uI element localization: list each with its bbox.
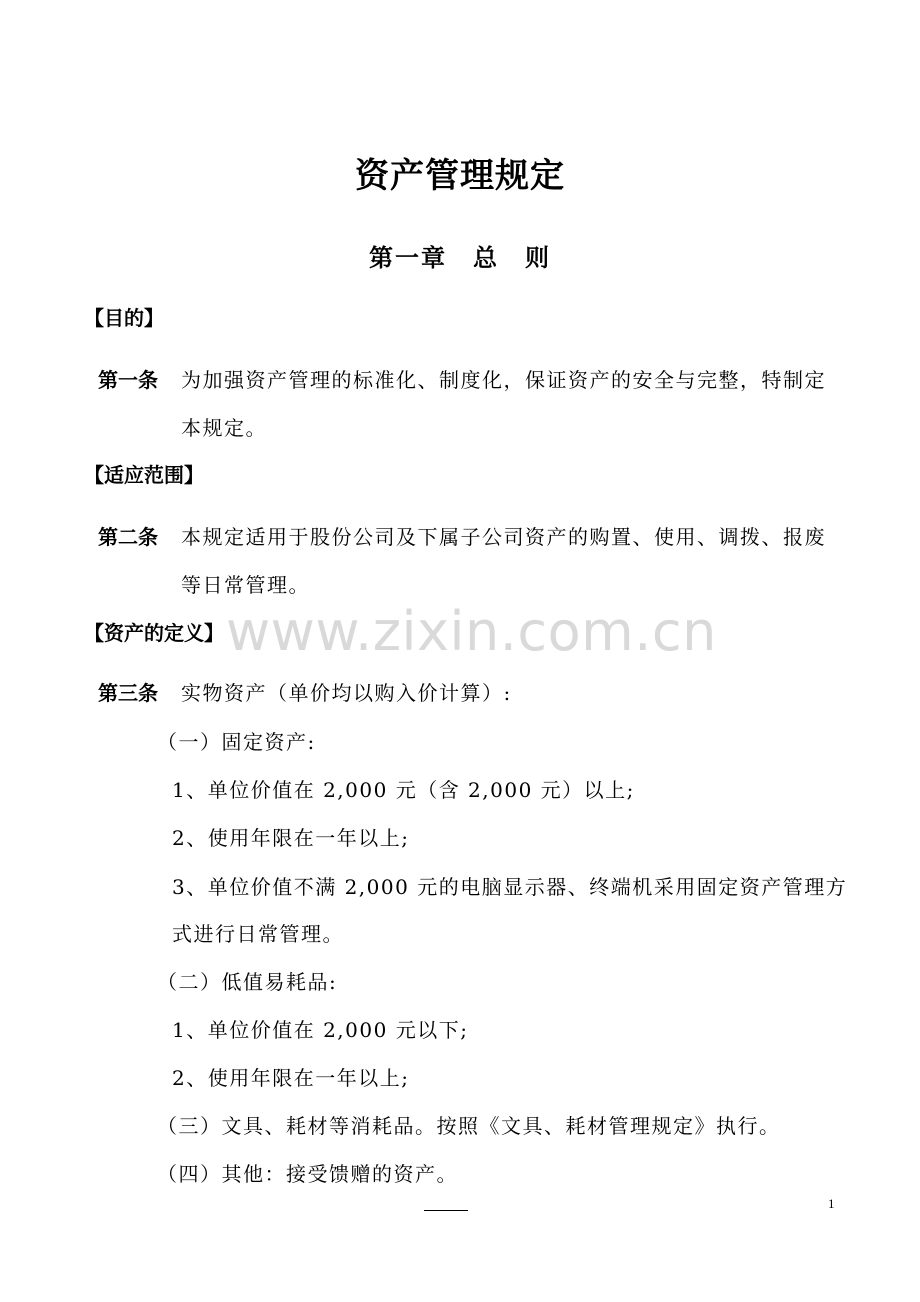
page-number: 1	[828, 1196, 835, 1211]
article-3-label: 第三条	[98, 681, 158, 705]
consumables-item: （三）文具、耗材等消耗品。按照《文具、耗材管理规定》执行。	[157, 1114, 781, 1138]
section-definition: 【资产的定义】	[84, 621, 224, 645]
article-3-text: 实物资产（单价均以购入价计算）:	[181, 681, 512, 705]
low-value-heading: （二）低值易耗品:	[157, 970, 338, 994]
article-2-text-line1: 本规定适用于股份公司及下属子公司资产的购置、使用、调拨、报废	[181, 525, 826, 549]
article-1-label: 第一条	[98, 368, 158, 392]
article-1-text-line1: 为加强资产管理的标准化、制度化，保证资产的安全与完整，特制定	[181, 368, 826, 392]
document-title: 资产管理规定	[355, 156, 565, 196]
low-value-item-2: 2、使用年限在一年以上;	[172, 1066, 410, 1090]
section-scope: 【适应范围】	[84, 463, 204, 487]
article-2-text-line2: 等日常管理。	[181, 573, 310, 597]
low-value-item-1: 1、单位价值在 2,000 元以下;	[172, 1018, 469, 1042]
chapter-heading: 第一章 总 则	[369, 244, 551, 272]
article-1-text-line2: 本规定。	[181, 416, 267, 440]
fixed-assets-item-2: 2、使用年限在一年以上;	[172, 826, 410, 850]
fixed-assets-heading: （一）固定资产:	[157, 730, 316, 754]
section-purpose: 【目的】	[84, 306, 164, 330]
watermark: www.zixin.com.cn	[226, 600, 717, 663]
fixed-assets-item-1: 1、单位价值在 2,000 元（含 2,000 元）以上;	[172, 778, 635, 802]
article-2-label: 第二条	[98, 525, 158, 549]
footer-divider	[424, 1210, 468, 1211]
other-item: （四）其他：接受馈赠的资产。	[157, 1162, 458, 1186]
fixed-assets-item-3-line2: 式进行日常管理。	[172, 922, 344, 946]
fixed-assets-item-3-line1: 3、单位价值不满 2,000 元的电脑显示器、终端机采用固定资产管理方	[172, 875, 848, 899]
